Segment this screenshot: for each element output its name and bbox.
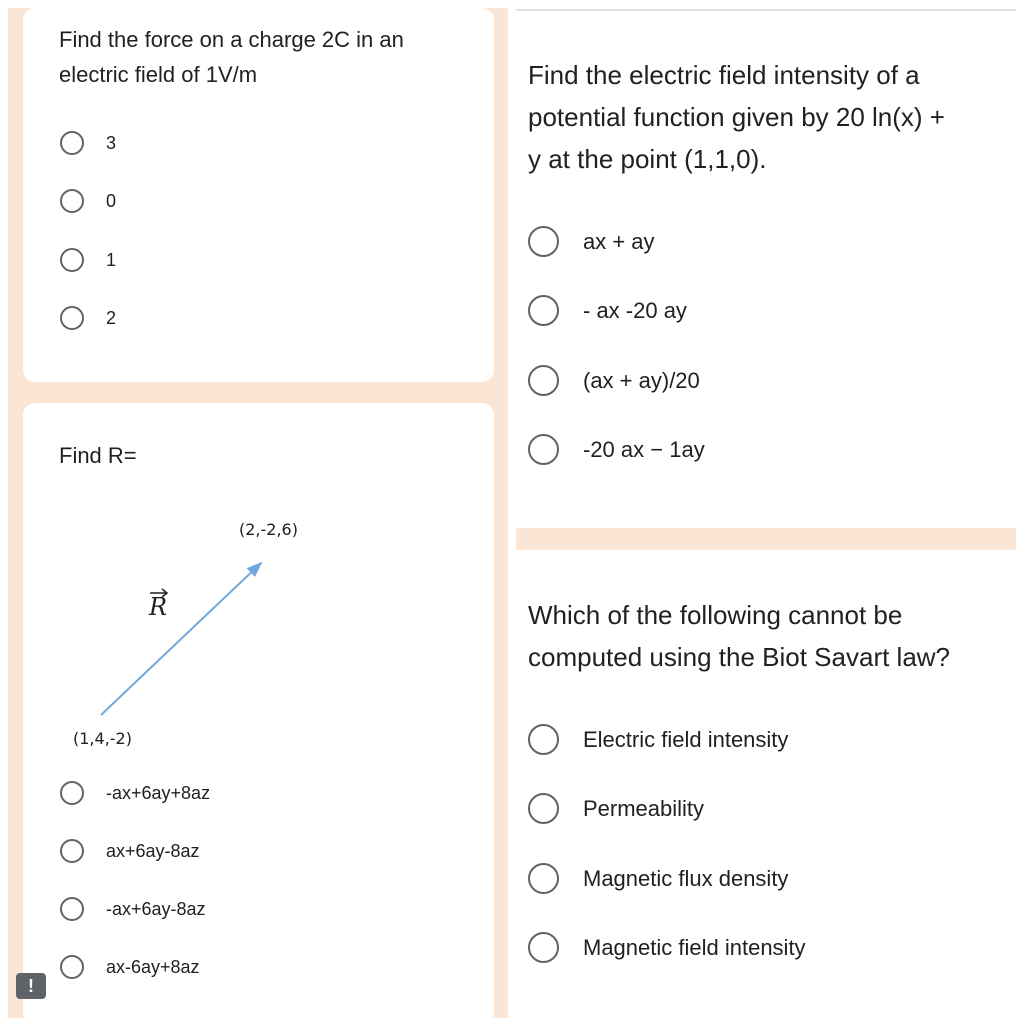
radio-button[interactable] xyxy=(528,226,559,257)
radio-button[interactable] xyxy=(528,365,559,396)
option-ax-6ay-neg-8az[interactable] xyxy=(60,839,200,863)
option-label: - ax -20 ay xyxy=(583,297,687,323)
question-title-line: Find the force on a charge 2C in an xyxy=(59,27,404,52)
radio-button[interactable] xyxy=(528,434,559,465)
question-card-vector-r xyxy=(23,403,494,1024)
option-label: -ax+6ay-8az xyxy=(106,898,206,919)
radio-button[interactable] xyxy=(60,955,84,979)
point-start-label: (1,4,-2) xyxy=(73,729,132,748)
option-1[interactable] xyxy=(60,248,116,272)
option-magnetic-field-intensity[interactable] xyxy=(528,932,806,963)
option-label: (ax + ay)/20 xyxy=(583,367,700,393)
option-permeability[interactable] xyxy=(528,793,704,824)
option-label: Magnetic flux density xyxy=(583,865,789,891)
radio-button[interactable] xyxy=(528,724,559,755)
option-label: -20 ax − 1ay xyxy=(583,436,705,462)
radio-button[interactable] xyxy=(60,781,84,805)
section-separator xyxy=(516,528,1016,550)
question-title-line: y at the point (1,1,0). xyxy=(528,144,767,174)
question-title-line: Which of the following cannot be xyxy=(528,600,903,630)
question-card-force xyxy=(23,8,494,382)
radio-button[interactable] xyxy=(528,793,559,824)
radio-button[interactable] xyxy=(60,897,84,921)
option-label: 0 xyxy=(106,190,117,211)
question-title-line: Find the electric field intensity of a xyxy=(528,60,920,90)
question-title: Find R= xyxy=(59,443,137,468)
option-ax-neg-6ay-8az[interactable] xyxy=(60,955,200,979)
radio-button[interactable] xyxy=(528,863,559,894)
option-3[interactable] xyxy=(60,131,116,155)
option-label: ax-6ay+8az xyxy=(106,956,200,977)
option-label: Magnetic field intensity xyxy=(583,934,806,960)
option-neg-ax-6ay-neg-8az[interactable] xyxy=(60,897,206,921)
radio-button[interactable] xyxy=(60,248,84,272)
question-card-biot-savart xyxy=(516,550,1016,1024)
vector-r-label: R xyxy=(149,593,168,621)
question-title-line: electric field of 1V/m xyxy=(59,62,258,87)
option-label: 3 xyxy=(106,132,117,153)
radio-button[interactable] xyxy=(60,131,84,155)
option-neg-20ax-minus-1ay[interactable] xyxy=(528,434,705,465)
option-label: 1 xyxy=(106,249,117,270)
radio-button[interactable] xyxy=(60,839,84,863)
option-neg-ax-6ay-8az[interactable] xyxy=(60,781,210,805)
question-title xyxy=(59,22,404,92)
question-card-electric-field xyxy=(516,12,1016,522)
option-magnetic-flux-density[interactable] xyxy=(528,863,788,894)
option-2[interactable] xyxy=(60,306,116,330)
radio-button[interactable] xyxy=(60,306,84,330)
point-end-label: (2,-2,6) xyxy=(239,520,298,539)
question-title xyxy=(528,54,945,180)
question-title xyxy=(528,594,950,678)
question-title-line: computed using the Biot Savart law? xyxy=(528,642,951,672)
radio-button[interactable] xyxy=(60,189,84,213)
option-label: -ax+6ay+8az xyxy=(106,782,211,803)
top-divider xyxy=(516,9,1016,11)
alert-icon[interactable]: ! xyxy=(16,973,46,999)
vector-arrow xyxy=(101,563,261,715)
option-label: Permeability xyxy=(583,795,705,821)
option-label: Electric field intensity xyxy=(583,726,789,752)
option-label: ax+6ay-8az xyxy=(106,840,200,861)
option-neg-ax-neg-20ay[interactable] xyxy=(528,295,687,326)
option-label: ax + ay xyxy=(583,228,655,254)
option-electric-field-intensity[interactable] xyxy=(528,724,788,755)
option-ax-plus-ay[interactable] xyxy=(528,226,655,257)
option-label: 2 xyxy=(106,307,117,328)
option-0[interactable] xyxy=(60,189,116,213)
question-title-line: potential function given by 20 ln(x) + xyxy=(528,102,945,132)
radio-button[interactable] xyxy=(528,932,559,963)
radio-button[interactable] xyxy=(528,295,559,326)
option-ax-plus-ay-over-20[interactable] xyxy=(528,365,700,396)
